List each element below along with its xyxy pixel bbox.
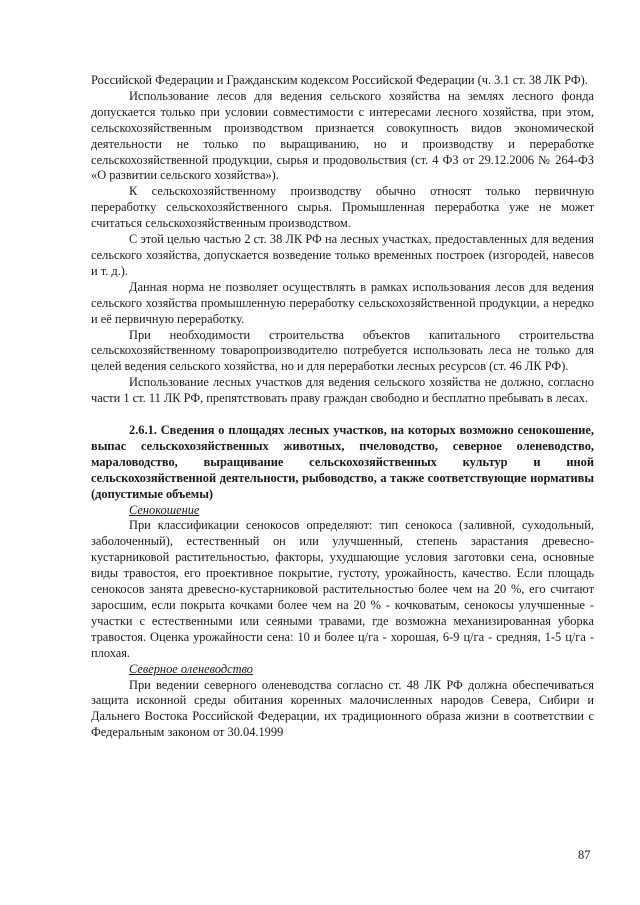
paragraph: К сельскохозяйственному производству обычно относят только первичную переработку сельскохозяйственного сырья. Промышленная переработка уже не может считаться сельскохозяйственным производством. [91, 184, 594, 231]
page-number: 87 [578, 848, 591, 862]
section-heading: 2.6.1. Сведения о площадях лесных участков, на которых возможно сенокошение, выпас сельскохозяйственных животных, пчеловодство, северное оленеводство, мараловодство, выращивание сельскохозяйственных культур и иной сельскохозяйственной деятельности, рыбоводство, а также соответствующие нормативы (допустимые объемы) [91, 423, 594, 501]
paragraph-continuation: Российской Федерации и Гражданским кодексом Российской Федерации (ч. 3.1 ст. 38 ЛК РФ). [91, 73, 588, 87]
paragraph-haymaking: При классификации сенокосов определяют: тип сенокоса (заливной, суходольный, заболоченный), естественный он или улучшенный, степень зарастания древесно-кустарниковой растительностью, факторы, ухудшающие условия заготовки сена, основные виды травостоя, его проективное покрытие, густоту, урожайность, качество. Если площадь сенокосов занята древесно-кустарниковой растительностью более чем на 20 %, его считают заросшим, если покрыта кочками более чем на 20 % - кочковатым, сенокосы улучшенные - участки с естественными или сеяными травами, где возможна механизированная уборка травостоя. Оценка урожайности сена: 10 и более ц/га - хорошая, 6-9 ц/га - средняя, 1-5 ц/га - плохая. [91, 518, 594, 660]
paragraph-reindeer: При ведении северного оленеводства согласно ст. 48 ЛК РФ должна обеспечиваться защита исконной среды обитания коренных малочисленных народов Севера, Сибири и Дальнего Востока Российской Федерации, их традиционного образа жизни в соответствии с Федеральным законом от 30.04.1999 [91, 677, 594, 740]
paragraph: Использование лесов для ведения сельского хозяйства на землях лесного фонда допускается только при условии совместимости с интересами лесного хозяйства, при этом, сельскохозяйственным производством признается совокупность видов экономической деятельности не только по выращиванию, но и производству и переработке сельскохозяйственной продукции, сырья и продовольствия (ст. 4 ФЗ от 29.12.2006 № 264-ФЗ «О развитии сельского хозяйства»). [91, 88, 594, 183]
paragraph: При необходимости строительства объектов капитального строительства сельскохозяйственному товаропроизводителю потребуется использовать леса не только для целей ведения сельского хозяйства, но и для переработки лесных ресурсов (ст. 46 ЛК РФ). [91, 327, 594, 374]
document-body [91, 73, 594, 741]
paragraph: Использование лесных участков для ведения сельского хозяйства не должно, согласно части 1 ст. 11 ЛК РФ, препятствовать праву граждан свободно и бесплатно пребывать в лесах. [91, 375, 594, 406]
paragraph: Данная норма не позволяет осуществлять в рамках использования лесов для ведения сельского хозяйства промышленную переработку сельскохозяйственной продукции, а нередко и её первичную переработку. [91, 279, 594, 326]
subsection-title-haymaking: Сенокошение [129, 502, 200, 517]
subsection-title-reindeer: Северное оленеводство [129, 661, 253, 676]
paragraph: С этой целью частью 2 ст. 38 ЛК РФ на лесных участках, предоставленных для ведения сельского хозяйства, допускается возведение только временных построек (изгородей, навесов и т. д.). [91, 232, 594, 278]
